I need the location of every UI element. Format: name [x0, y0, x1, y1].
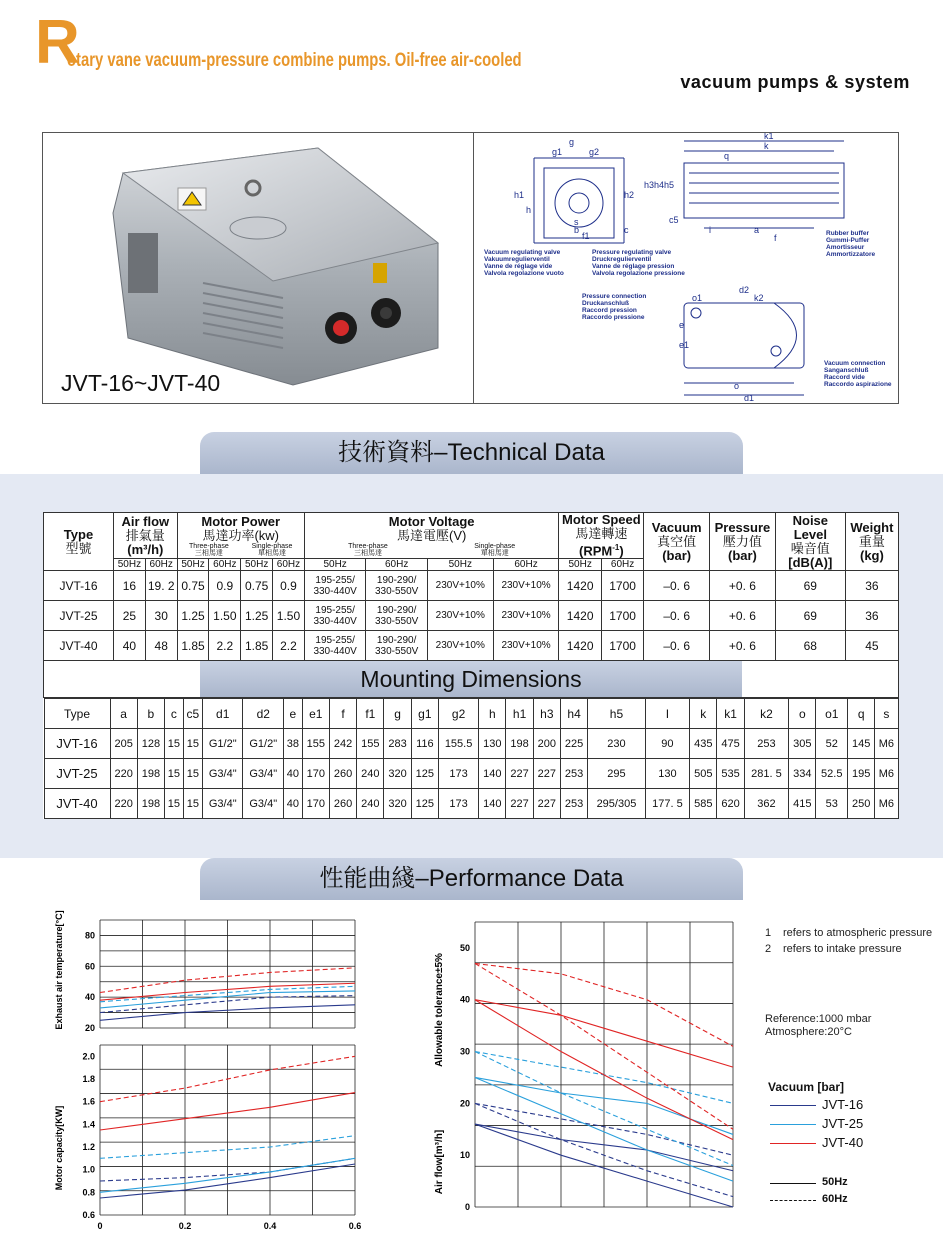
tech-cell-type: JVT-40 — [44, 631, 114, 661]
tech-row — [44, 601, 899, 631]
mount-cell-type: JVT-40 — [44, 789, 110, 819]
label-rubber-0: Rubber buffer — [826, 230, 869, 237]
tech-cell: 1420 — [559, 571, 601, 601]
tech-cell: –0. 6 — [644, 571, 710, 601]
dimension-label: q — [724, 151, 730, 161]
legend-title: Vacuum [bar] — [768, 1080, 845, 1094]
legend-line-hz50 — [770, 1183, 816, 1184]
mounting-table — [44, 698, 899, 819]
th-noise: Noise Level 噪音值 [dB(A)] — [775, 513, 845, 571]
mount-cell: G3/4" — [202, 789, 243, 819]
mount-cell: 90 — [645, 729, 690, 759]
th-weight: Weight 重量 (kg) — [845, 513, 898, 571]
mount-header: h1 — [506, 699, 533, 729]
mount-cell: 505 — [690, 759, 717, 789]
label-pconn-1: Druckanschluß — [582, 300, 629, 307]
mount-cell: 227 — [533, 759, 560, 789]
mount-cell: 173 — [438, 789, 478, 819]
mount-header: k — [690, 699, 717, 729]
mount-row — [44, 789, 898, 819]
mount-cell: 15 — [165, 789, 184, 819]
x-tick-label: 0.6 — [348, 1221, 362, 1230]
tech-cell: 1420 — [559, 601, 601, 631]
temp-ylabel: Exhaust air temperature[°C] — [54, 910, 64, 1030]
mount-cell: 116 — [411, 729, 438, 759]
mount-cell: 227 — [506, 789, 533, 819]
tech-cell: +0. 6 — [710, 571, 776, 601]
dimension-label: g1 — [552, 147, 563, 157]
mount-cell: 40 — [284, 759, 303, 789]
legend-label: JVT-16 — [822, 1097, 864, 1112]
tech-cell: 2.2 — [209, 631, 241, 661]
mount-cell: 225 — [560, 729, 587, 759]
tech-cell: 2.2 — [273, 631, 305, 661]
mount-cell: 227 — [506, 759, 533, 789]
dimension-label: e1 — [679, 340, 690, 350]
tech-cell: 1700 — [601, 631, 643, 661]
th-airflow: Air flow 排氣量 (m³/h) — [114, 513, 178, 559]
mount-header: b — [137, 699, 164, 729]
mount-cell: 140 — [479, 789, 506, 819]
th-airflow-50: 50Hz — [114, 559, 146, 571]
th-volt3-60: 60Hz — [366, 559, 428, 571]
airflow-chart — [420, 900, 750, 1230]
dimension-label: h1 — [514, 190, 525, 200]
label-vconn-1: Sanganschluß — [824, 367, 869, 374]
mount-cell: G3/4" — [243, 759, 284, 789]
y-tick-label: 2.0 — [82, 1051, 95, 1062]
mount-cell: 177. 5 — [645, 789, 690, 819]
note-2: 2 refers to intake pressure — [765, 943, 902, 955]
th-pressure: Pressure 壓力值 (bar) — [710, 513, 776, 571]
dimension-label: g — [569, 137, 575, 147]
label-press-valve-0: Pressure regulating valve — [592, 249, 672, 256]
mount-cell: 173 — [438, 759, 478, 789]
mount-header: Type — [44, 699, 110, 729]
th-power1-50: 50Hz — [241, 559, 273, 571]
mount-cell: 253 — [560, 759, 587, 789]
reference-text: Reference:1000 mbar Atmosphere:20°C — [765, 1013, 872, 1038]
tech-cell: 1.50 — [273, 601, 305, 631]
y-tick-label: 20 — [84, 1023, 95, 1033]
mount-header: g1 — [411, 699, 438, 729]
mount-cell: 130 — [479, 729, 506, 759]
mount-cell: 220 — [110, 759, 137, 789]
th-volt3-50: 50Hz — [304, 559, 366, 571]
th-airflow-60: 60Hz — [145, 559, 177, 571]
dimension-label: i — [709, 225, 711, 235]
mount-header: h5 — [588, 699, 645, 729]
mount-cell: 128 — [137, 729, 164, 759]
y-tick-label: 0.6 — [82, 1210, 95, 1220]
y-tick-label: 1.8 — [82, 1074, 95, 1084]
th-power1-60: 60Hz — [273, 559, 305, 571]
mount-header: e1 — [302, 699, 329, 729]
mount-cell: 240 — [357, 789, 384, 819]
tech-cell: 1.85 — [241, 631, 273, 661]
tech-cell: 230V+10% — [427, 601, 493, 631]
dimension-label: f — [774, 233, 777, 243]
dimension-label: h — [526, 205, 532, 215]
mount-cell: 415 — [789, 789, 816, 819]
th-speed-60: 60Hz — [601, 559, 643, 571]
mount-cell: 475 — [717, 729, 744, 759]
pump-illustration — [43, 133, 473, 405]
flow-ylabel-top: Allowable tolerance±5% — [434, 953, 445, 1067]
mount-header: g — [384, 699, 411, 729]
y-tick-label: 1.6 — [82, 1096, 95, 1107]
mount-cell: 53 — [816, 789, 848, 819]
mount-cell: 145 — [848, 729, 875, 759]
mounting-table-wrap — [44, 698, 899, 820]
tech-cell-type: JVT-25 — [44, 601, 114, 631]
mount-cell: G3/4" — [202, 759, 243, 789]
mount-cell: 40 — [284, 789, 303, 819]
mount-cell: 170 — [302, 759, 329, 789]
label-vac-valve-1: Vakuumregulierventil — [484, 256, 550, 263]
label-pconn-3: Raccordo pressione — [582, 314, 645, 321]
y-tick-label: 1.2 — [82, 1142, 95, 1152]
mount-cell: 195 — [848, 759, 875, 789]
legend-line-jvt-25 — [770, 1124, 816, 1125]
mount-cell: 15 — [183, 759, 202, 789]
mount-cell-type: JVT-25 — [44, 759, 110, 789]
th-volt1-50: 50Hz — [427, 559, 493, 571]
tech-cell: 0.9 — [273, 571, 305, 601]
tech-cell: 69 — [775, 601, 845, 631]
mount-cell: 253 — [744, 729, 789, 759]
dimension-label: d1 — [744, 393, 755, 403]
y-tick-label: 60 — [84, 961, 95, 972]
mount-header: o1 — [816, 699, 848, 729]
mount-cell: 15 — [183, 789, 202, 819]
x-tick-label: 0.2 — [178, 1221, 192, 1230]
y-tick-label: 10 — [459, 1150, 470, 1161]
model-label: JVT-16~JVT-40 — [61, 370, 221, 396]
mount-row — [44, 759, 898, 789]
tech-cell: 36 — [845, 571, 898, 601]
mount-cell: 227 — [533, 789, 560, 819]
mount-cell: 320 — [384, 789, 411, 819]
th-motor-power: Motor Power 馬達功率(kw) Three-phase 三相馬達 Single-phase 單相馬達 — [177, 513, 304, 559]
legend-hz60: 60Hz — [822, 1193, 848, 1205]
technical-data-table — [43, 512, 899, 819]
mount-cell: 362 — [744, 789, 789, 819]
mount-cell: 305 — [789, 729, 816, 759]
tech-cell: 45 — [845, 631, 898, 661]
th-motor-speed: Motor Speed 馬達轉速 $(RPM^{-1})$ — [559, 513, 644, 559]
label-press-valve-2: Vanne de réglage pression — [592, 263, 675, 270]
label-press-valve-1: Druckregulierventil — [592, 256, 652, 263]
dimension-label: s — [574, 217, 579, 227]
dimension-label: o1 — [692, 293, 703, 303]
tech-cell: 195-255/ 330-440V — [304, 571, 366, 601]
dimension-label: c — [624, 225, 629, 235]
mount-cell: 198 — [137, 759, 164, 789]
tech-cell: +0. 6 — [710, 631, 776, 661]
dimension-label: h2 — [624, 190, 635, 200]
tech-cell: 190-290/ 330-550V — [366, 571, 428, 601]
mount-cell: 205 — [110, 729, 137, 759]
mount-cell: G1/2" — [202, 729, 243, 759]
tech-cell: 230V+10% — [427, 571, 493, 601]
mount-header: c5 — [183, 699, 202, 729]
dimension-label: g2 — [589, 147, 600, 157]
mount-header: k2 — [744, 699, 789, 729]
tech-cell: 190-290/ 330-550V — [366, 601, 428, 631]
mount-header: q — [848, 699, 875, 729]
y-tick-label: 50 — [459, 942, 470, 953]
mount-cell: G1/2" — [243, 729, 284, 759]
tech-cell: 1.85 — [177, 631, 209, 661]
x-tick-label: 0.4 — [263, 1221, 277, 1230]
capacity-ylabel: Motor capacity[KW] — [54, 1105, 64, 1191]
mount-header: h4 — [560, 699, 587, 729]
tech-cell-type: JVT-16 — [44, 571, 114, 601]
mount-cell: 253 — [560, 789, 587, 819]
label-rubber-1: Gummi-Puffer — [826, 237, 870, 244]
label-pconn-0: Pressure connection — [582, 293, 647, 300]
th-motor-voltage: Motor Voltage 馬達電壓(V) Three-phase 三相馬達 Single-phase 單相馬達 — [304, 513, 559, 559]
y-tick-label: 0 — [464, 1202, 470, 1212]
tech-cell: 230V+10% — [427, 631, 493, 661]
tech-cell: 195-255/ 330-440V — [304, 631, 366, 661]
mount-cell: 200 — [533, 729, 560, 759]
mount-cell: 620 — [717, 789, 744, 819]
tech-cell: 1.25 — [241, 601, 273, 631]
mount-cell: 155 — [357, 729, 384, 759]
mounting-dimensions-heading: Mounting Dimensions — [44, 661, 899, 698]
tech-cell: 1420 — [559, 631, 601, 661]
mount-cell: 198 — [137, 789, 164, 819]
mount-cell: 15 — [165, 729, 184, 759]
dimension-label: o — [734, 381, 740, 391]
legend-line-jvt-16 — [770, 1105, 816, 1106]
tech-cell: 1700 — [601, 571, 643, 601]
mount-row — [44, 729, 898, 759]
mount-cell: 52.5 — [816, 759, 848, 789]
mount-cell: 140 — [479, 759, 506, 789]
title-text: otary vane vacuum-pressure combine pumps. Oil-free air-cooled — [67, 50, 522, 71]
mount-header: d2 — [243, 699, 284, 729]
label-pconn-2: Raccord pression — [582, 307, 637, 314]
mount-cell: 585 — [690, 789, 717, 819]
label-rubber-2: Amortisseur — [826, 244, 865, 251]
dimension-label: k2 — [754, 293, 764, 303]
dimension-label: h4 — [654, 180, 665, 190]
mount-cell: 125 — [411, 759, 438, 789]
product-hero — [42, 132, 899, 404]
tech-cell: 36 — [845, 601, 898, 631]
th-type: Type 型號 — [44, 513, 114, 571]
dimension-label: e — [679, 320, 685, 330]
mount-cell: M6 — [875, 789, 898, 819]
tech-cell: 40 — [114, 631, 146, 661]
y-tick-label: 40 — [459, 994, 470, 1005]
label-vconn-0: Vacuum connection — [824, 360, 886, 367]
dimension-drawing — [474, 133, 900, 405]
label-vac-valve-0: Vacuum regulating valve — [484, 249, 561, 256]
th-speed-50: 50Hz — [559, 559, 601, 571]
mount-cell: 125 — [411, 789, 438, 819]
dimension-label: c5 — [669, 215, 679, 225]
legend-hz50: 50Hz — [822, 1176, 848, 1188]
th-volt1-60: 60Hz — [493, 559, 559, 571]
x-tick-label: 0 — [97, 1221, 103, 1230]
mount-header: o — [789, 699, 816, 729]
mount-header: g2 — [438, 699, 478, 729]
mount-header: f1 — [357, 699, 384, 729]
dimension-label: h5 — [664, 180, 675, 190]
dimension-label: k1 — [764, 133, 774, 141]
y-tick-label: 20 — [459, 1098, 470, 1109]
flow-ylabel-bottom: Air flow[m³/h] — [434, 1129, 445, 1195]
mount-cell: G3/4" — [243, 789, 284, 819]
legend-line-jvt-40 — [770, 1143, 816, 1144]
dimension-label: k — [764, 141, 769, 151]
tech-cell: 1.25 — [177, 601, 209, 631]
technical-data-heading: 技術資料–Technical Data — [200, 432, 743, 474]
label-vconn-2: Raccord vide — [824, 374, 865, 381]
tech-cell: 195-255/ 330-440V — [304, 601, 366, 631]
tech-cell: +0. 6 — [710, 601, 776, 631]
label-rubber-3: Ammortizzatore — [826, 251, 876, 258]
tech-cell: 30 — [145, 601, 177, 631]
mount-cell: 155 — [302, 729, 329, 759]
mount-header: d1 — [202, 699, 243, 729]
label-press-valve-3: Valvola regolazione pressione — [592, 270, 685, 277]
mount-cell: 334 — [789, 759, 816, 789]
tech-cell: –0. 6 — [644, 631, 710, 661]
y-tick-label: 1.4 — [82, 1119, 95, 1130]
tech-cell: 0.75 — [241, 571, 273, 601]
dimension-label: d2 — [739, 285, 750, 295]
tech-cell: 1700 — [601, 601, 643, 631]
mount-cell: M6 — [875, 759, 898, 789]
mount-cell: 198 — [506, 729, 533, 759]
tech-row — [44, 571, 899, 601]
tech-row — [44, 631, 899, 661]
mount-cell: M6 — [875, 729, 898, 759]
tech-cell: 1.50 — [209, 601, 241, 631]
label-vac-valve-2: Vanne de réglage vide — [484, 263, 553, 270]
y-tick-label: 0.8 — [82, 1187, 95, 1198]
mount-cell: 283 — [384, 729, 411, 759]
page-subtitle: vacuum pumps & system — [680, 72, 910, 92]
legend-label: JVT-25 — [822, 1116, 864, 1131]
mount-cell: 170 — [302, 789, 329, 819]
y-tick-label: 40 — [84, 992, 95, 1003]
mount-cell: 15 — [165, 759, 184, 789]
tech-cell: 0.75 — [177, 571, 209, 601]
y-tick-label: 1.0 — [82, 1164, 95, 1175]
legend-line-hz60 — [770, 1200, 816, 1201]
mount-cell: 242 — [329, 729, 356, 759]
mount-cell: 15 — [183, 729, 202, 759]
th-power3-60: 60Hz — [209, 559, 241, 571]
mount-cell: 320 — [384, 759, 411, 789]
mount-cell: 260 — [329, 789, 356, 819]
tech-cell: 25 — [114, 601, 146, 631]
mount-cell-type: JVT-16 — [44, 729, 110, 759]
performance-data-heading: 性能曲綫–Performance Data — [200, 858, 743, 900]
mount-header: e — [284, 699, 303, 729]
note-1: 1 refers to atmospheric pressure — [765, 927, 933, 939]
mount-cell: 281. 5 — [744, 759, 789, 789]
tech-cell: 69 — [775, 571, 845, 601]
temperature-capacity-charts — [0, 900, 370, 1230]
mount-header: c — [165, 699, 184, 729]
mount-header: s — [875, 699, 898, 729]
tech-cell: 0.9 — [209, 571, 241, 601]
tech-cell: 16 — [114, 571, 146, 601]
label-vconn-3: Raccordo aspirazione — [824, 381, 892, 388]
th-power3-50: 50Hz — [177, 559, 209, 571]
mount-cell: 155.5 — [438, 729, 478, 759]
mount-header: k1 — [717, 699, 744, 729]
mount-cell: 535 — [717, 759, 744, 789]
tech-cell: 230V+10% — [493, 631, 559, 661]
tech-cell: –0. 6 — [644, 601, 710, 631]
tech-cell: 230V+10% — [493, 601, 559, 631]
mount-header: f — [329, 699, 356, 729]
mount-header: h3 — [533, 699, 560, 729]
th-vacuum: Vacuum 真空值 (bar) — [644, 513, 710, 571]
tech-cell: 190-290/ 330-550V — [366, 631, 428, 661]
mount-cell: 220 — [110, 789, 137, 819]
notes — [765, 927, 932, 959]
tech-cell: 19. 2 — [145, 571, 177, 601]
mount-cell: 240 — [357, 759, 384, 789]
title-initial: R — [35, 8, 80, 77]
mount-header: h — [479, 699, 506, 729]
dimension-label: h3 — [644, 180, 655, 190]
dimension-label: b — [574, 225, 580, 235]
dimension-label: f1 — [582, 231, 590, 241]
tech-cell: 68 — [775, 631, 845, 661]
y-tick-label: 80 — [84, 930, 95, 941]
tech-cell: 230V+10% — [493, 571, 559, 601]
mount-cell: 230 — [588, 729, 645, 759]
mount-cell: 260 — [329, 759, 356, 789]
legend-label: JVT-40 — [822, 1135, 864, 1150]
mount-header: I — [645, 699, 690, 729]
tech-cell: 48 — [145, 631, 177, 661]
label-vac-valve-3: Valvola regolazione vuoto — [484, 270, 564, 277]
mount-cell: 295/305 — [588, 789, 645, 819]
mount-cell: 295 — [588, 759, 645, 789]
mount-cell: 38 — [284, 729, 303, 759]
y-tick-label: 30 — [459, 1046, 470, 1057]
mount-header: a — [110, 699, 137, 729]
dimension-label: a — [754, 225, 760, 235]
mount-cell: 130 — [645, 759, 690, 789]
mount-cell: 435 — [690, 729, 717, 759]
mount-cell: 52 — [816, 729, 848, 759]
mount-cell: 250 — [848, 789, 875, 819]
